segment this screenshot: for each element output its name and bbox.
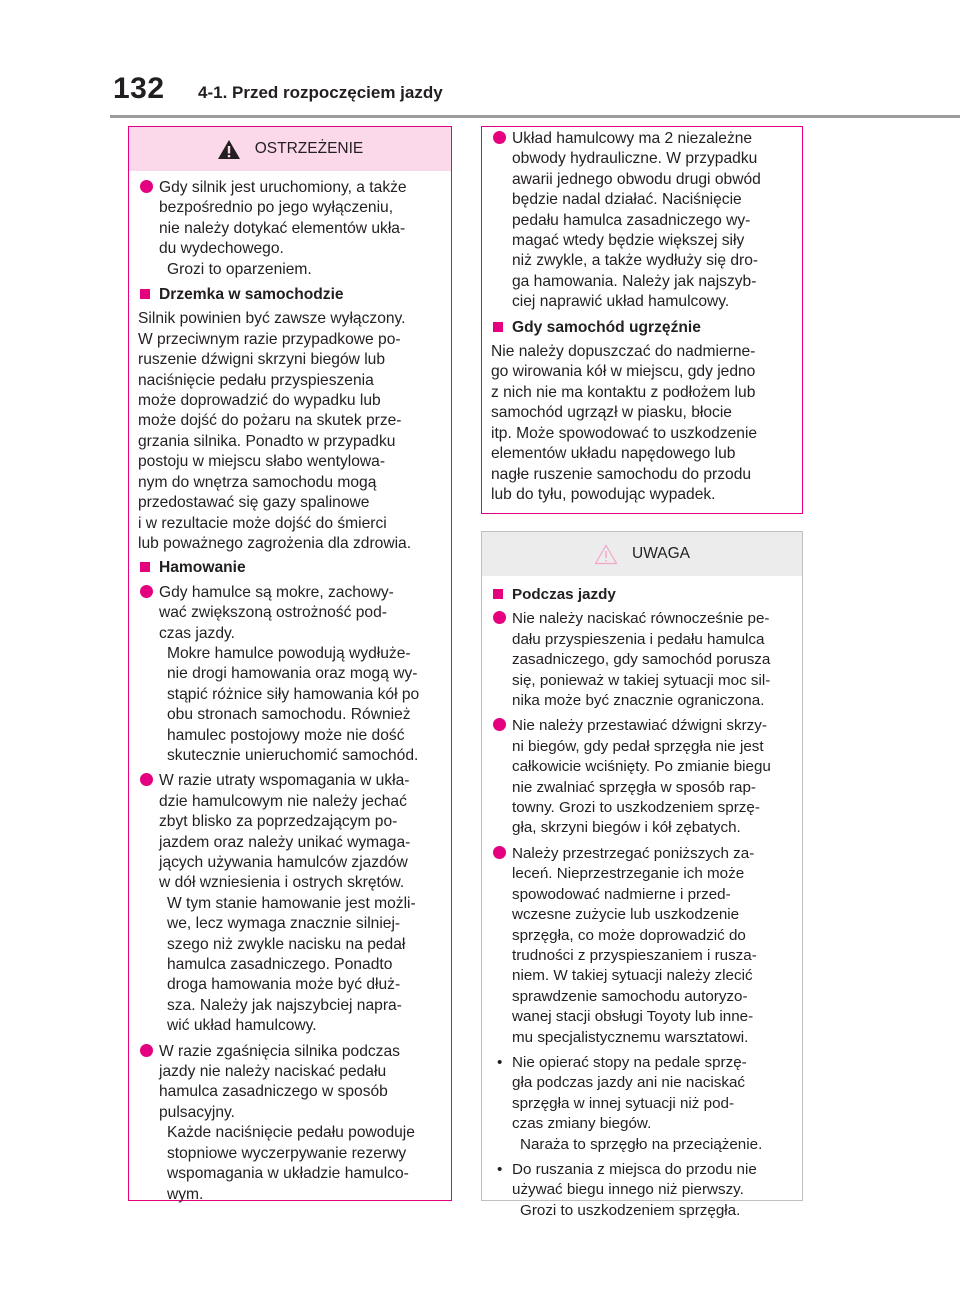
- stuck-heading: Gdy samochód ugrzęźnie: [491, 318, 793, 338]
- braking-item-assist-loss: W razie utraty wspomagania w ukła- dzie hamulcowym nie należy jechać zbyt blisko za poprzedzającym po- jazdem oraz należy unikać wymaga- jących używania hamulców zjazdów w dół wzniesienia i ostrych skrętów. W tym stanie hamowanie jest możli- we, lecz wymaga znacznie silniej- szego niż zwykle nacisku na pedał hamulca zasadniczego. Ponadto droga hamowania może być dłuż- sza. Należy jak najszybciej napra- wić układ hamulcowy.: [138, 771, 442, 1036]
- braking-heading: Hamowanie: [138, 558, 442, 578]
- dot-bullet-icon: •: [497, 1160, 503, 1178]
- notice-bullet-first-gear: • Do ruszania z miejsca do przodu nie używać biegu innego niż pierwszy. Grozi to uszkodzeniem sprzęgła.: [497, 1160, 757, 1219]
- circle-bullet-icon: [493, 611, 506, 624]
- warning-item-exhaust: Gdy silnik jest uruchomiony, a także bezpośrednio po jego wyłączeniu, nie należy dotykać elementów ukła- du wydechowego. Grozi to oparzeniem.: [138, 178, 442, 280]
- section-title: 4-1. Przed rozpoczęciem jazdy: [198, 83, 443, 102]
- warning-header: [129, 127, 451, 171]
- dot-bullet-icon: •: [497, 1053, 503, 1071]
- circle-bullet-icon: [493, 131, 506, 144]
- warning-continuation-box: [481, 126, 803, 514]
- square-bullet-icon: [493, 320, 503, 332]
- stuck-paragraph: Nie należy dopuszczać do nadmierne- go wirowania kół w miejscu, gdy jedno z nich nie ma kontaktu z podłożem lub samochód ugrzązł w piasku, błocie itp. Może spowodować to uszkodzenie elementów układu napędowego lub nagłe ruszenie samochodu do przodu lub do tyłu, powodując wypadek.: [491, 343, 758, 503]
- warning-body: [129, 171, 451, 1205]
- warning-triangle-icon: [217, 139, 241, 160]
- circle-bullet-icon: [140, 1044, 153, 1057]
- square-bullet-icon: [140, 560, 150, 572]
- braking-item-dual-circuit: Układ hamulcowy ma 2 niezależne obwody hydrauliczne. W przypadku awarii jednego obwodu drugi obwód będzie nadal działać. Naciśnięcie pedału hamulca zasadniczego wy- magać wtedy będzie większej siły niż zwykle, a także wydłuży się dro- ga hamowania. Należy jak najszyb- ciej naprawić układ hamulcowy.: [491, 129, 793, 313]
- circle-bullet-icon: [140, 585, 153, 598]
- braking-item-wet: Gdy hamulce są mokre, zachowy- wać zwiększoną ostrożność pod- czas jazdy. Mokre hamulce powodują wydłuże- nie drogi hamowania oraz mogą wy- stąpić różnice siły hamowania kół po obu stronach samochodu. Również hamulec postojowy może nie dość skutecznie unieruchomić samochód.: [138, 583, 442, 767]
- notice-title: UWAGA: [632, 544, 690, 562]
- nap-heading: Drzemka w samochodzie: [138, 285, 442, 305]
- circle-bullet-icon: [140, 180, 153, 193]
- warning-title: OSTRZEŻENIE: [254, 139, 364, 157]
- warning-continuation-body: [482, 127, 802, 505]
- square-bullet-icon: [493, 587, 503, 599]
- circle-bullet-icon: [493, 718, 506, 731]
- square-bullet-icon: [140, 287, 150, 299]
- circle-bullet-icon: [140, 773, 153, 786]
- driving-heading: Podczas jazdy: [491, 585, 793, 605]
- notice-item-gear-shift: Nie należy przestawiać dźwigni skrzy- ni biegów, gdy pedał sprzęgła nie jest całkowicie wciśnięty. Po zmianie biegu nie zwalniać sprzęgła w sposób rap- towny. Grozi to uszkodzeniem sprzę- gła, skrzyni biegów i kół zębatych.: [491, 716, 793, 838]
- notice-box: [481, 531, 803, 1219]
- circle-bullet-icon: [493, 846, 506, 859]
- nap-paragraph: Silnik powinien być zawsze wyłączony. W przeciwnym razie przypadkowe po- ruszenie dźwigni skrzyni biegów lub naciśnięcie pedału przyspieszenia może doprowadzić do wypadku lub może dojść do pożaru na skutek prze- grzania silnika. Ponadto w przypadku postoju w miejscu słabo wentylowa- nym do wnętrza samochodu mogą przedostawać się gazy spalinowe i w rezultacie może dojść do śmierci lub poważnego zagrożenia dla zdrowia.: [138, 310, 412, 552]
- page-number: 132: [113, 72, 165, 105]
- braking-item-engine-stall: W razie zgaśnięcia silnika podczas jazdy nie należy naciskać pedału hamulca zasadniczego w sposób pulsacyjny. Każde naciśnięcie pedału powoduje stopniowe wyczerpywanie rezerwy wspomagania w układzie hamulco- wym.: [138, 1042, 442, 1205]
- notice-item-pedals: Nie należy naciskać równocześnie pe- dału przyspieszenia i pedału hamulca zasadniczego, gdy samochód porusza się, ponieważ w takiej sytuacji moc sil- nika może być znacznie ograniczona.: [491, 609, 793, 711]
- notice-header: [482, 532, 802, 576]
- header-divider: [110, 115, 960, 118]
- notice-item-recommendations: Należy przestrzegać poniższych za- leceń. Nieprzestrzeganie ich może spowodować nadmierne i przed- wczesne zużycie lub uszkodzenie sprzęgła, co może doprowadzić do trudności z przyspieszaniem i rusza- niem. W takiej sytuacji należy zlecić sprawdzenie samochodu autoryzo- wanej stacji obsługi Toyoty lub inne- mu specjalistycznemu warsztatowi.: [491, 844, 793, 1048]
- warning-box: [128, 126, 452, 1201]
- notice-body: [482, 576, 802, 1221]
- notice-bullet-clutch-foot: • Nie opierać stopy na pedale sprzę- gła podczas jazdy ani nie naciskać sprzęgła w innej sytuacji niż pod- czas zmiany biegów. Naraża to sprzęgło na przeciążenie.: [497, 1053, 763, 1153]
- caution-triangle-icon: [594, 544, 618, 565]
